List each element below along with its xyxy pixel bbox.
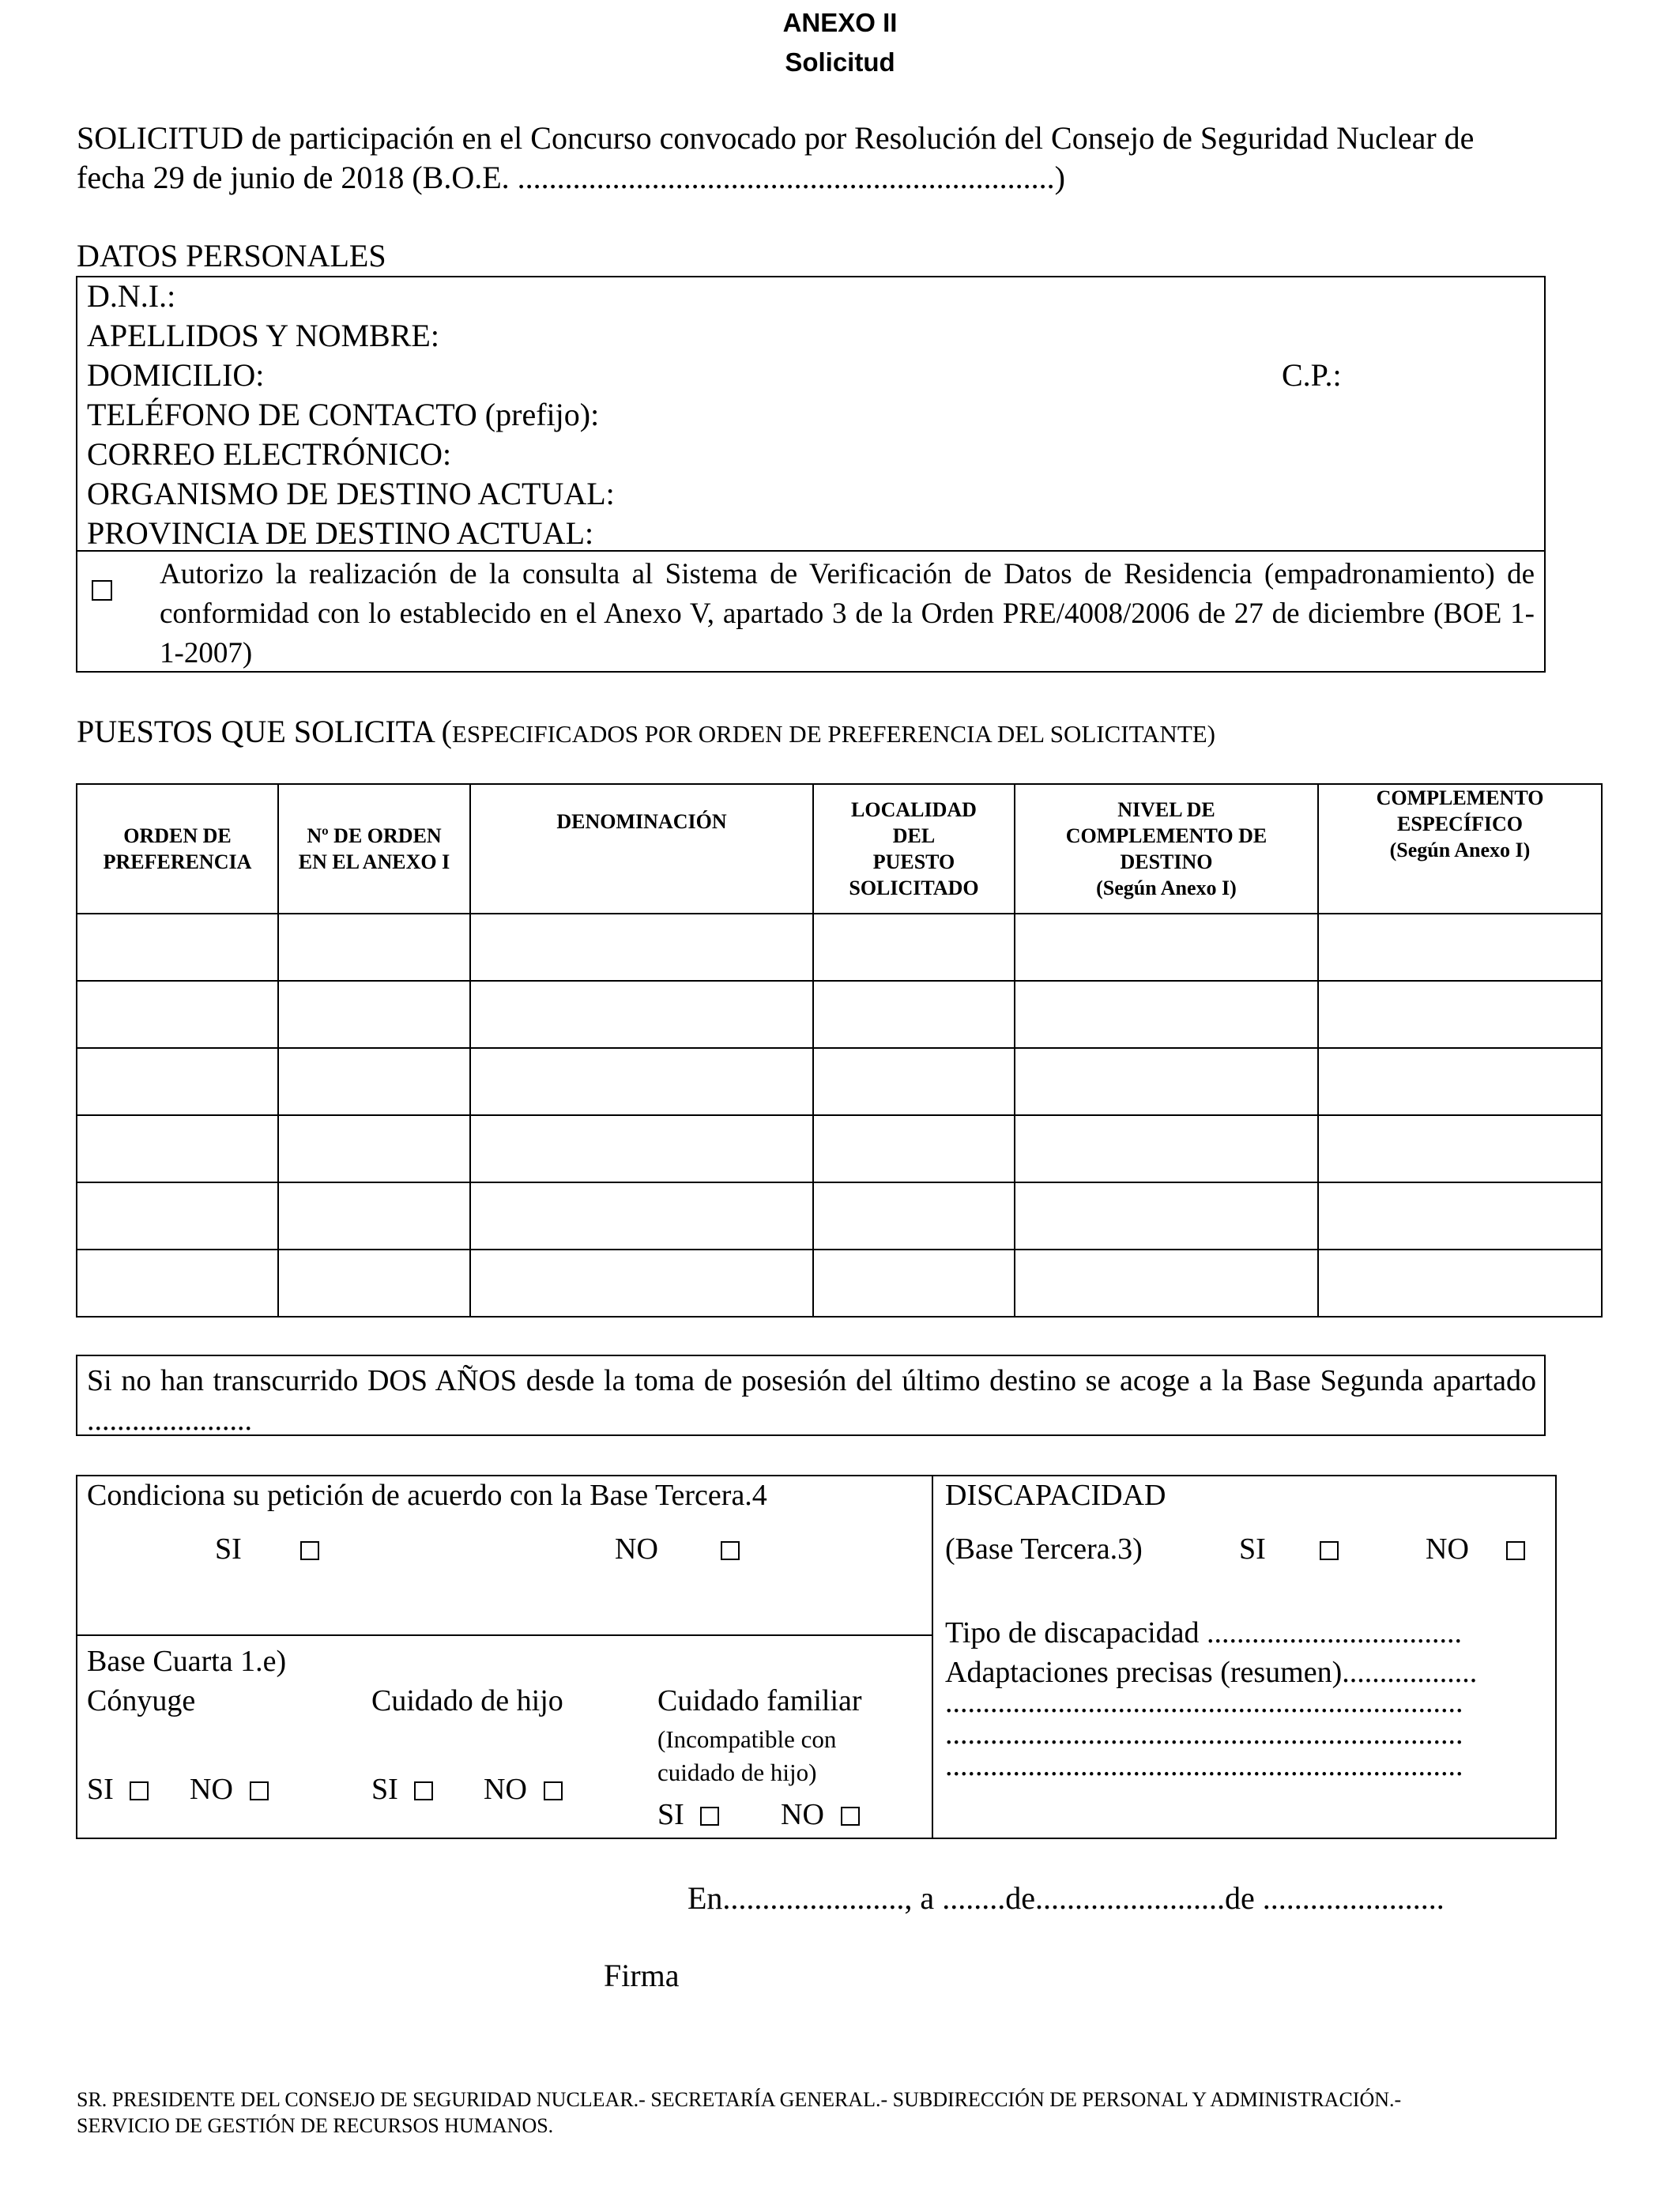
table-cell[interactable] [470,914,813,981]
base-cuarta-label: Base Cuarta 1.e) [87,1645,287,1678]
incompatible-note-2: cuidado de hijo) [657,1759,817,1786]
disability-no-label: NO [1426,1532,1469,1566]
adaptations-line-3[interactable]: ..................................................................... [945,1749,1463,1782]
positions-title-note: ESPECIFICADOS POR ORDEN DE PREFERENCIA DEL SOLICITANTE) [451,720,1216,748]
adaptations-line-1[interactable]: ..................................................................... [945,1686,1463,1719]
table-cell[interactable] [1318,914,1602,981]
table-row [77,1182,1602,1250]
address-field[interactable]: DOMICILIO: [87,357,265,393]
email-field[interactable]: CORREO ELECTRÓNICO: [87,436,452,472]
hijo-no-checkbox[interactable] [544,1781,563,1800]
table-cell[interactable] [813,914,1015,981]
province-field[interactable]: PROVINCIA DE DESTINO ACTUAL: [87,515,594,551]
place-date-line[interactable]: En......................., a ........de........................de ....................... [687,1880,1445,1916]
table-row [77,1048,1602,1115]
familiar-si-label: SI [657,1798,684,1831]
positions-title-main: PUESTOS QUE SOLICITA ( [77,714,452,749]
table-cell[interactable] [470,1115,813,1182]
col-header-specific: COMPLEMENTO ESPECÍFICO (Según Anexo I) [1318,784,1602,914]
base-tercera4-si-checkbox[interactable] [300,1541,319,1560]
base-tercera4-no-label: NO [615,1532,658,1566]
col-header-preference: ORDEN DE PREFERENCIA [77,784,278,914]
positions-table [76,783,1603,1318]
conyuge-si-checkbox[interactable] [130,1781,149,1800]
phone-field[interactable]: TELÉFONO DE CONTACTO (prefijo): [87,397,600,432]
document-subtitle: Solicitud [785,47,895,77]
dni-field[interactable]: D.N.I.: [87,278,176,314]
table-cell[interactable] [77,1048,278,1115]
table-cell[interactable] [1318,981,1602,1048]
authorization-box [76,550,1546,673]
conditions-box [76,1475,1557,1839]
intro-paragraph [77,119,1625,198]
familiar-no-label: NO [781,1798,824,1831]
table-cell[interactable] [813,1182,1015,1250]
table-cell[interactable] [1015,1115,1318,1182]
two-years-box [76,1355,1546,1436]
table-cell[interactable] [1318,1048,1602,1115]
table-cell[interactable] [77,914,278,981]
table-row [77,914,1602,981]
adaptations-line-2[interactable]: ..................................................................... [945,1717,1463,1751]
col-header-locality: LOCALIDAD DEL PUESTO SOLICITADO [813,784,1015,914]
authorization-text: Autorizo la realización de la consulta al Sistema de Verificación de Datos de Residencia (empadronamiento) de conformidad con lo establecido en el Anexo V, apartado 3 de la Orden PRE/4008/2006 de 27 de diciembre (BOE 1-1-2007) [160,558,1535,669]
disability-type-field[interactable]: Tipo de discapacidad .................................. [945,1616,1463,1649]
table-cell[interactable] [1015,981,1318,1048]
disability-title: DISCAPACIDAD [945,1479,1166,1512]
table-cell[interactable] [278,1250,470,1317]
table-cell[interactable] [1015,1182,1318,1250]
familiar-si-checkbox[interactable] [700,1807,719,1826]
base-tercera4-label: Condiciona su petición de acuerdo con la Base Tercera.4 [87,1479,767,1512]
table-cell[interactable] [470,1250,813,1317]
table-cell[interactable] [278,1048,470,1115]
footer [77,2087,1610,2139]
table-cell[interactable] [77,1182,278,1250]
incompatible-note-1: (Incompatible con [657,1725,837,1753]
table-row [77,1115,1602,1182]
cuidado-familiar-label: Cuidado familiar [657,1684,862,1717]
conyuge-no-label: NO [190,1773,233,1806]
authorization-checkbox[interactable] [92,580,112,601]
name-field[interactable]: APELLIDOS Y NOMBRE: [87,318,439,353]
table-cell[interactable] [1318,1115,1602,1182]
base-tercera4-si-label: SI [215,1532,242,1566]
positions-title [77,713,1215,750]
disability-no-checkbox[interactable] [1506,1541,1525,1560]
table-cell[interactable] [813,1115,1015,1182]
table-cell[interactable] [1015,1250,1318,1317]
base-tercera4-no-checkbox[interactable] [721,1541,740,1560]
table-cell[interactable] [1318,1250,1602,1317]
hijo-si-checkbox[interactable] [414,1781,433,1800]
conyuge-si-label: SI [87,1773,114,1806]
table-cell[interactable] [278,1115,470,1182]
personal-data-box [76,276,1546,552]
table-cell[interactable] [77,1115,278,1182]
table-cell[interactable] [813,981,1015,1048]
table-cell[interactable] [77,1250,278,1317]
disability-base-label: (Base Tercera.3) [945,1532,1143,1566]
hijo-no-label: NO [484,1773,527,1806]
organization-field[interactable]: ORGANISMO DE DESTINO ACTUAL: [87,476,615,511]
table-cell[interactable] [1318,1182,1602,1250]
intro-line-1: SOLICITUD de participación en el Concurso convocado por Resolución del Consejo de Seguridad Nuclear de [77,120,1475,156]
col-header-denomination: DENOMINACIÓN [470,784,813,914]
conyuge-no-checkbox[interactable] [250,1781,269,1800]
table-cell[interactable] [1015,1048,1318,1115]
footer-line-1: SR. PRESIDENTE DEL CONSEJO DE SEGURIDAD NUCLEAR.- SECRETARÍA GENERAL.- SUBDIRECCIÓN DE PERSONAL Y ADMINISTRACIÓN.- [77,2088,1402,2111]
table-cell[interactable] [77,981,278,1048]
table-cell[interactable] [278,914,470,981]
cuidado-hijo-label: Cuidado de hijo [371,1684,563,1717]
intro-line-2: fecha 29 de junio de 2018 (B.O.E. ....................................................................) [77,160,1065,195]
table-cell[interactable] [278,981,470,1048]
positions-table-header [77,784,1602,914]
table-cell[interactable] [278,1182,470,1250]
table-row [77,1250,1602,1317]
disability-si-label: SI [1239,1532,1266,1566]
table-cell[interactable] [470,981,813,1048]
familiar-no-checkbox[interactable] [841,1807,860,1826]
two-years-text: Si no han transcurrido DOS AÑOS desde la toma de posesión del último destino se acoge a la Base Segunda apartado ...................... [87,1364,1536,1437]
conyuge-label: Cónyuge [87,1684,196,1717]
personal-data-title: DATOS PERSONALES [77,238,386,273]
hijo-si-label: SI [371,1773,398,1806]
footer-line-2: SERVICIO DE GESTIÓN DE RECURSOS HUMANOS. [77,2114,554,2137]
disability-si-checkbox[interactable] [1320,1541,1339,1560]
table-cell[interactable] [470,1048,813,1115]
table-cell[interactable] [1015,914,1318,981]
vertical-divider [932,1476,933,1838]
horizontal-divider [77,1634,932,1636]
table-cell[interactable] [813,1048,1015,1115]
table-cell[interactable] [813,1250,1015,1317]
signature-label: Firma [604,1958,680,1993]
postal-code-field[interactable]: C.P.: [1282,357,1342,393]
adaptations-field[interactable]: Adaptaciones precisas (resumen).................. [945,1656,1478,1689]
annex-title: ANEXO II [782,8,898,37]
col-header-order-number: Nº DE ORDEN EN EL ANEXO I [278,784,470,914]
table-cell[interactable] [470,1182,813,1250]
table-row [77,981,1602,1048]
col-header-level: NIVEL DE COMPLEMENTO DE DESTINO (Según Anexo I) [1015,784,1318,914]
